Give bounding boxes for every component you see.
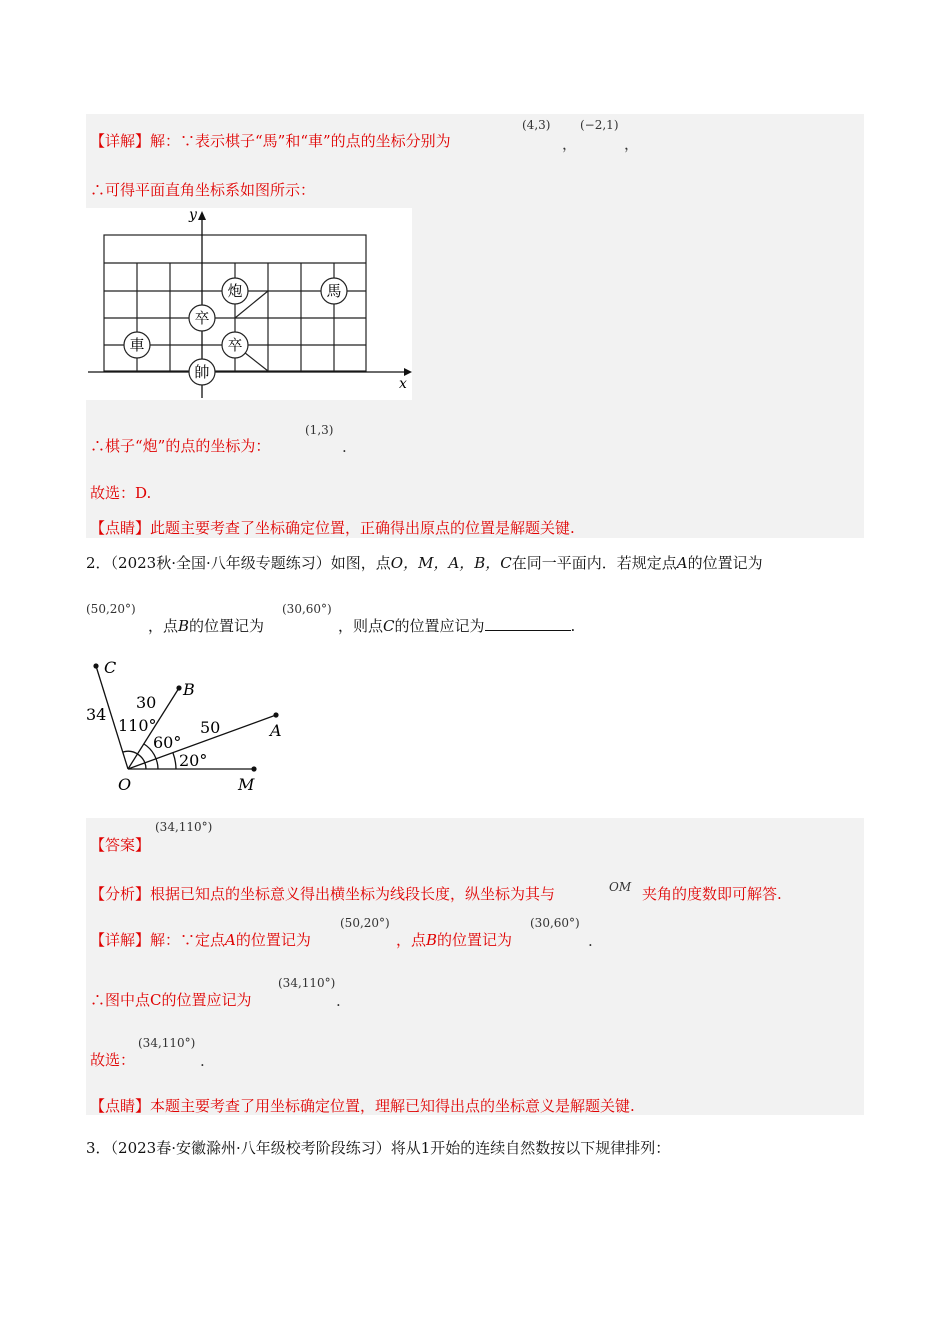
analysis-om: OM <box>609 880 632 894</box>
question-2-line-2: ，点B的位置记为 <box>148 617 265 635</box>
choose-coord: (34,110°) <box>138 1036 196 1050</box>
choose-end: . <box>200 1052 205 1070</box>
sep-1: ， <box>562 135 578 153</box>
chess-piece-shuai <box>189 359 215 385</box>
question-2-coord-a: (50,20°) <box>86 602 136 616</box>
label-a: A <box>270 721 282 740</box>
detail-coord-a: (50,20°) <box>340 916 390 930</box>
analysis-end: 夹角的度数即可解答. <box>642 885 782 903</box>
chess-board-figure <box>86 208 412 400</box>
coord-ma: (4,3) <box>522 118 551 132</box>
question-2-line-2b: ，则点C的位置应记为 . <box>338 617 576 635</box>
question-3-line: 3．（2023春·安徽滁州·八年级校考阶段练习）将从1开始的连续自然数按以下规律排列： <box>86 1139 671 1157</box>
chess-piece-label: 卒 <box>227 336 243 354</box>
answer-coord: (34,110°) <box>155 820 213 834</box>
analysis-line: 【分析】根据已知点的坐标意义得出横坐标为线段长度，纵坐标为其与 <box>90 885 556 903</box>
angle-c-label: 110° <box>118 716 157 735</box>
chess-piece-zu-2 <box>222 332 248 358</box>
axis-x-label: x <box>399 376 407 392</box>
chess-piece-label: 帥 <box>194 363 210 381</box>
label-m: M <box>238 775 255 794</box>
answer-blank <box>485 616 571 631</box>
detail-line-2: ∴可得平面直角坐标系如图所示： <box>90 181 316 199</box>
question-2-line-1: 2．（2023秋·全国·八年级专题练习）如图，点O，M，A，B，C在同一平面内．若规定点A的位置记为 <box>86 554 763 572</box>
label-o: O <box>118 775 132 794</box>
angle-a-label: 20° <box>179 751 208 770</box>
axis-y-label: y <box>189 208 197 223</box>
label-c: C <box>104 658 117 677</box>
chess-piece-pao <box>222 278 248 304</box>
chess-piece-label: 卒 <box>194 309 210 327</box>
detail-line-5: 【点睛】此题主要考查了坐标确定位置，正确得出原点的位置是解题关键. <box>90 519 575 537</box>
length-oa: 50 <box>200 718 221 737</box>
coord-pao: (1,3) <box>305 423 334 437</box>
detail-line-1: 【详解】解：∵表示棋子“馬”和“車”的点的坐标分别为 <box>90 132 451 150</box>
chess-piece-label: 車 <box>129 336 145 354</box>
chess-piece-label: 馬 <box>326 282 342 300</box>
detail-line-2b: ，点B的位置记为 <box>396 931 513 949</box>
coord-che: (−2,1) <box>580 118 619 132</box>
angle-b-label: 60° <box>153 733 182 752</box>
solution-panel-2 <box>86 818 864 1115</box>
line3-end: . <box>342 438 347 456</box>
choose-line: 故选： <box>90 1051 136 1069</box>
label-b: B <box>183 680 195 699</box>
conclusion-coord: (34,110°) <box>278 976 336 990</box>
detail-line-3: ∴棋子“炮”的点的坐标为： <box>90 437 271 455</box>
detail-line-2a: 【详解】解：∵定点A的位置记为 <box>90 931 311 949</box>
summary-line: 【点睛】本题主要考查了用坐标确定位置，理解已知得出点的坐标意义是解题关键. <box>90 1097 635 1115</box>
detail-line-4: 故选：D. <box>90 484 152 502</box>
detail-end: . <box>588 932 593 950</box>
chess-piece-ma <box>321 278 347 304</box>
question-2-coord-b: (30,60°) <box>282 602 332 616</box>
chess-piece-che <box>124 332 150 358</box>
chess-piece-zu-1 <box>189 305 215 331</box>
conclusion-line: ∴图中点C的位置应记为 <box>90 991 252 1009</box>
length-ob: 30 <box>136 693 157 712</box>
length-oc: 34 <box>86 705 107 724</box>
detail-coord-b: (30,60°) <box>530 916 580 930</box>
answer-label: 【答案】 <box>90 836 151 854</box>
chess-piece-label: 炮 <box>227 282 243 300</box>
angle-figure <box>84 652 284 798</box>
sep-2: ， <box>624 135 640 153</box>
conclusion-end: . <box>336 992 341 1010</box>
